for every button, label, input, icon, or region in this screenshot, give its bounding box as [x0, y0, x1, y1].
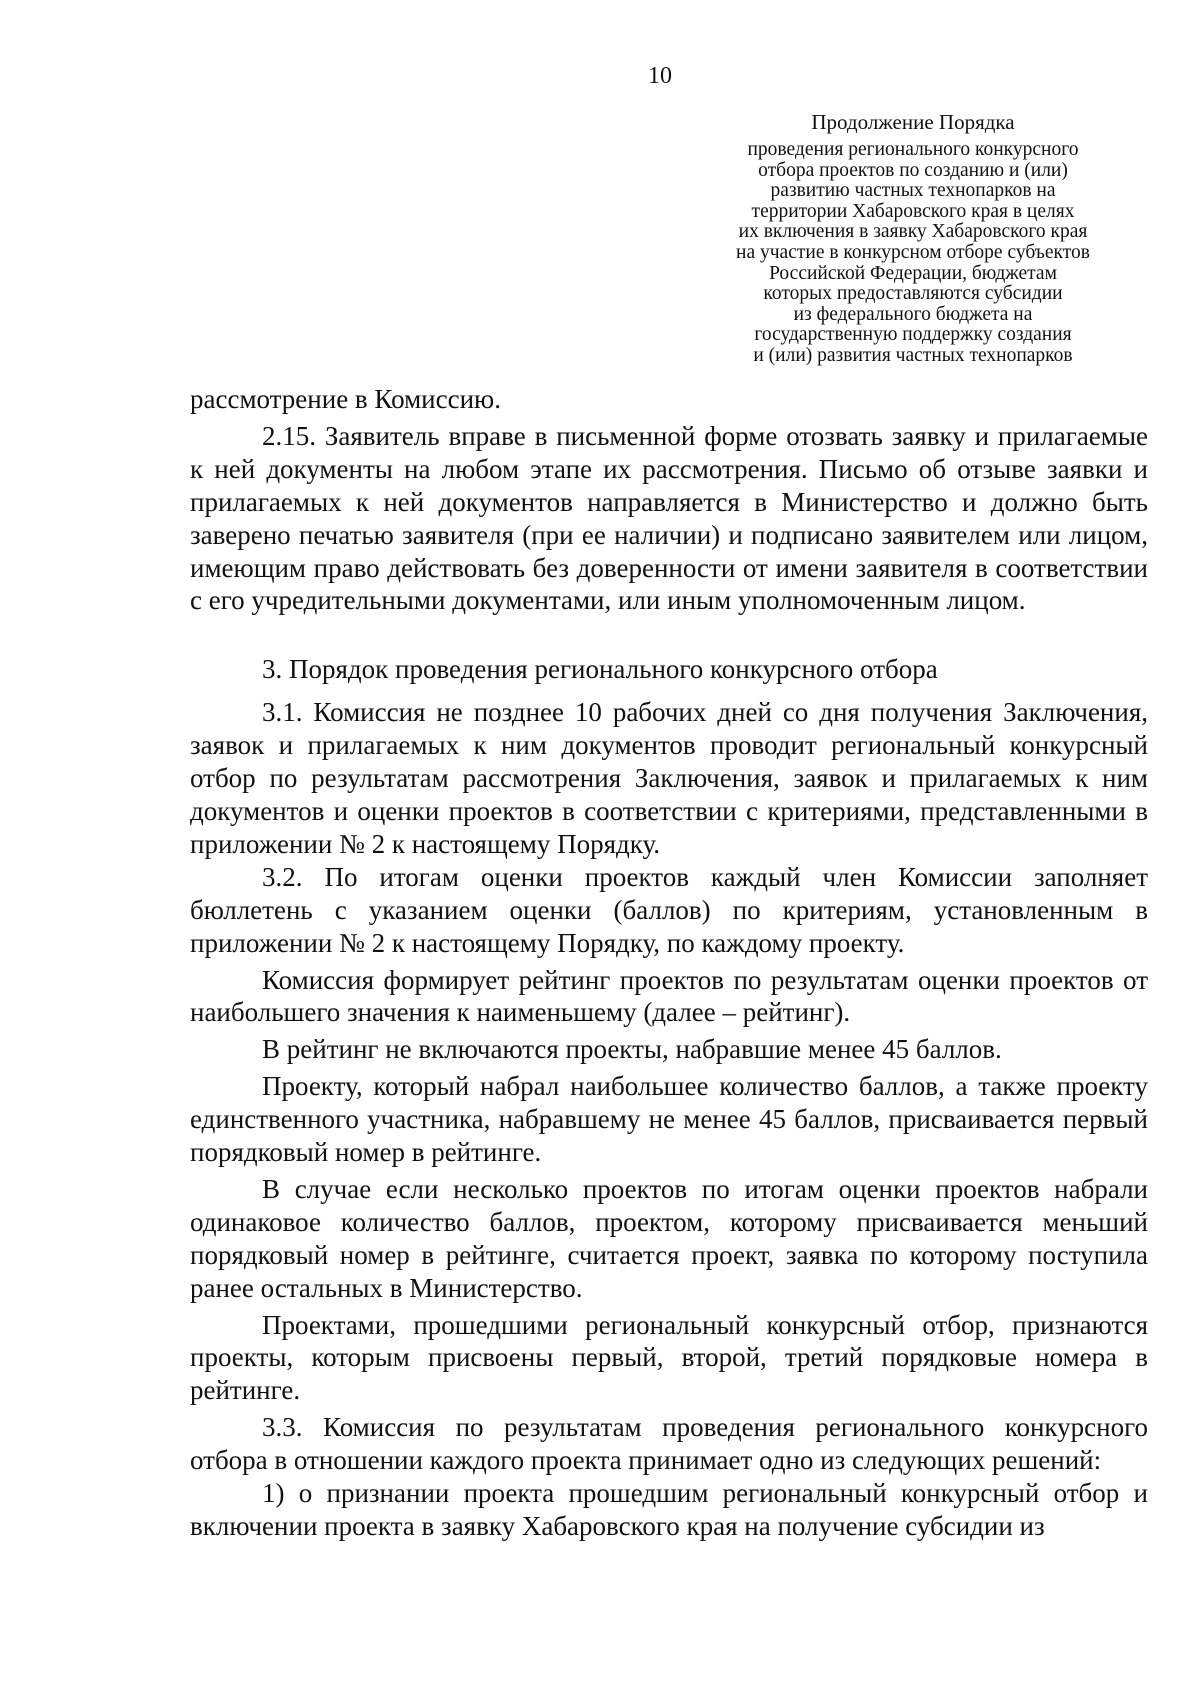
paragraph-3-2: 3.2. По итогам оценки проектов каждый член Комиссии заполняет бюллетень с указанием оценки (баллов) по критериям, установленным в приложении № 2 к настоящему Порядку, по каждому проекту. — [190, 861, 1148, 958]
appendix-header-line: развитию частных технопарков на — [770, 180, 1056, 202]
paragraph-exclusion: В рейтинг не включаются проекты, набравшие менее 45 баллов. — [262, 1034, 1002, 1065]
continuation-text: рассмотрение в Комиссию. — [190, 384, 501, 414]
appendix-header-line: государственную поддержку создания — [754, 324, 1072, 346]
appendix-header-line: и (или) развития частных технопарков — [753, 344, 1073, 366]
appendix-header-line: проведения регионального конкурсного — [747, 139, 1079, 160]
appendix-header-line: территории Хабаровского края в целях — [751, 200, 1075, 222]
appendix-header-line: Российской Федерации, бюджетам — [769, 262, 1057, 284]
paragraph-rating: Комиссия формирует рейтинг проектов по результатам оценки проектов от наибольшего значения к наименьшему (далее – рейтинг). — [190, 964, 1148, 1028]
appendix-header-line: из федерального бюджета на — [793, 303, 1033, 325]
appendix-header — [688, 110, 1138, 367]
paragraph-tie-break: В случае если несколько проектов по итогам оценки проектов набрали одинаковое количество баллов, проектом, которому присваивается меньший порядковый номер в рейтинге, считается проект, заявка по которому поступила ранее остальных в Министерство. — [190, 1173, 1148, 1303]
paragraph-winners: Проектами, прошедшими региональный конкурсный отбор, признаются проекты, которым присвоены первый, второй, третий порядковые номера в рейтинге. — [190, 1309, 1148, 1406]
paragraph-first-place: Проекту, который набрал наибольшее количество баллов, а также проекту единственного участника, набравшему не менее 45 баллов, присваивается первый порядковый номер в рейтинге. — [190, 1071, 1148, 1168]
appendix-header-line: на участие в конкурсном отборе субъектов — [736, 241, 1090, 263]
page-number: 10 — [648, 63, 672, 89]
appendix-header-line: которых предоставляются субсидии — [763, 283, 1063, 305]
paragraph-3-3: 3.3. Комиссия по результатам проведения регионального конкурсного отбора в отношении каждого проекта принимает одно из следующих решений: — [190, 1412, 1148, 1476]
appendix-header-line: отбора проектов по созданию и (или) — [758, 159, 1068, 181]
appendix-header-line: их включения в заявку Хабаровского края — [738, 221, 1088, 243]
appendix-header-title: Продолжение Порядка — [811, 110, 1015, 134]
paragraph-item-1: 1) о признании проекта прошедшим региональный конкурсный отбор и включении проекта в заявку Хабаровского края на получение субсидии из — [190, 1478, 1148, 1541]
paragraph-2-15: 2.15. Заявитель вправе в письменной форме отозвать заявку и прилагаемые к ней документы на любом этапе их рассмотрения. Письмо об отзыве заявки и прилагаемых к ней документов направляется в Министерство и должно быть заверено печатью заявителя (при ее наличии) и подписано заявителем или лицом, имеющим право действовать без доверенности от имени заявителя в соответствии с его учредительными документами, или иным уполномоченным лицом. — [190, 420, 1148, 616]
paragraph-3-1: 3.1. Комиссия не позднее 10 рабочих дней со дня получения Заключения, заявок и прилагаемых к ним документов проводит региональный конкурсный отбор по результатам рассмотрения Заключения, заявок и прилагаемых к ним документов и оценки проектов в соответствии с критериями, представленными в приложении № 2 к настоящему Порядку. — [190, 697, 1148, 859]
section-3-heading: 3. Порядок проведения регионального конкурсного отбора — [262, 654, 938, 685]
document-body — [190, 383, 1148, 1543]
